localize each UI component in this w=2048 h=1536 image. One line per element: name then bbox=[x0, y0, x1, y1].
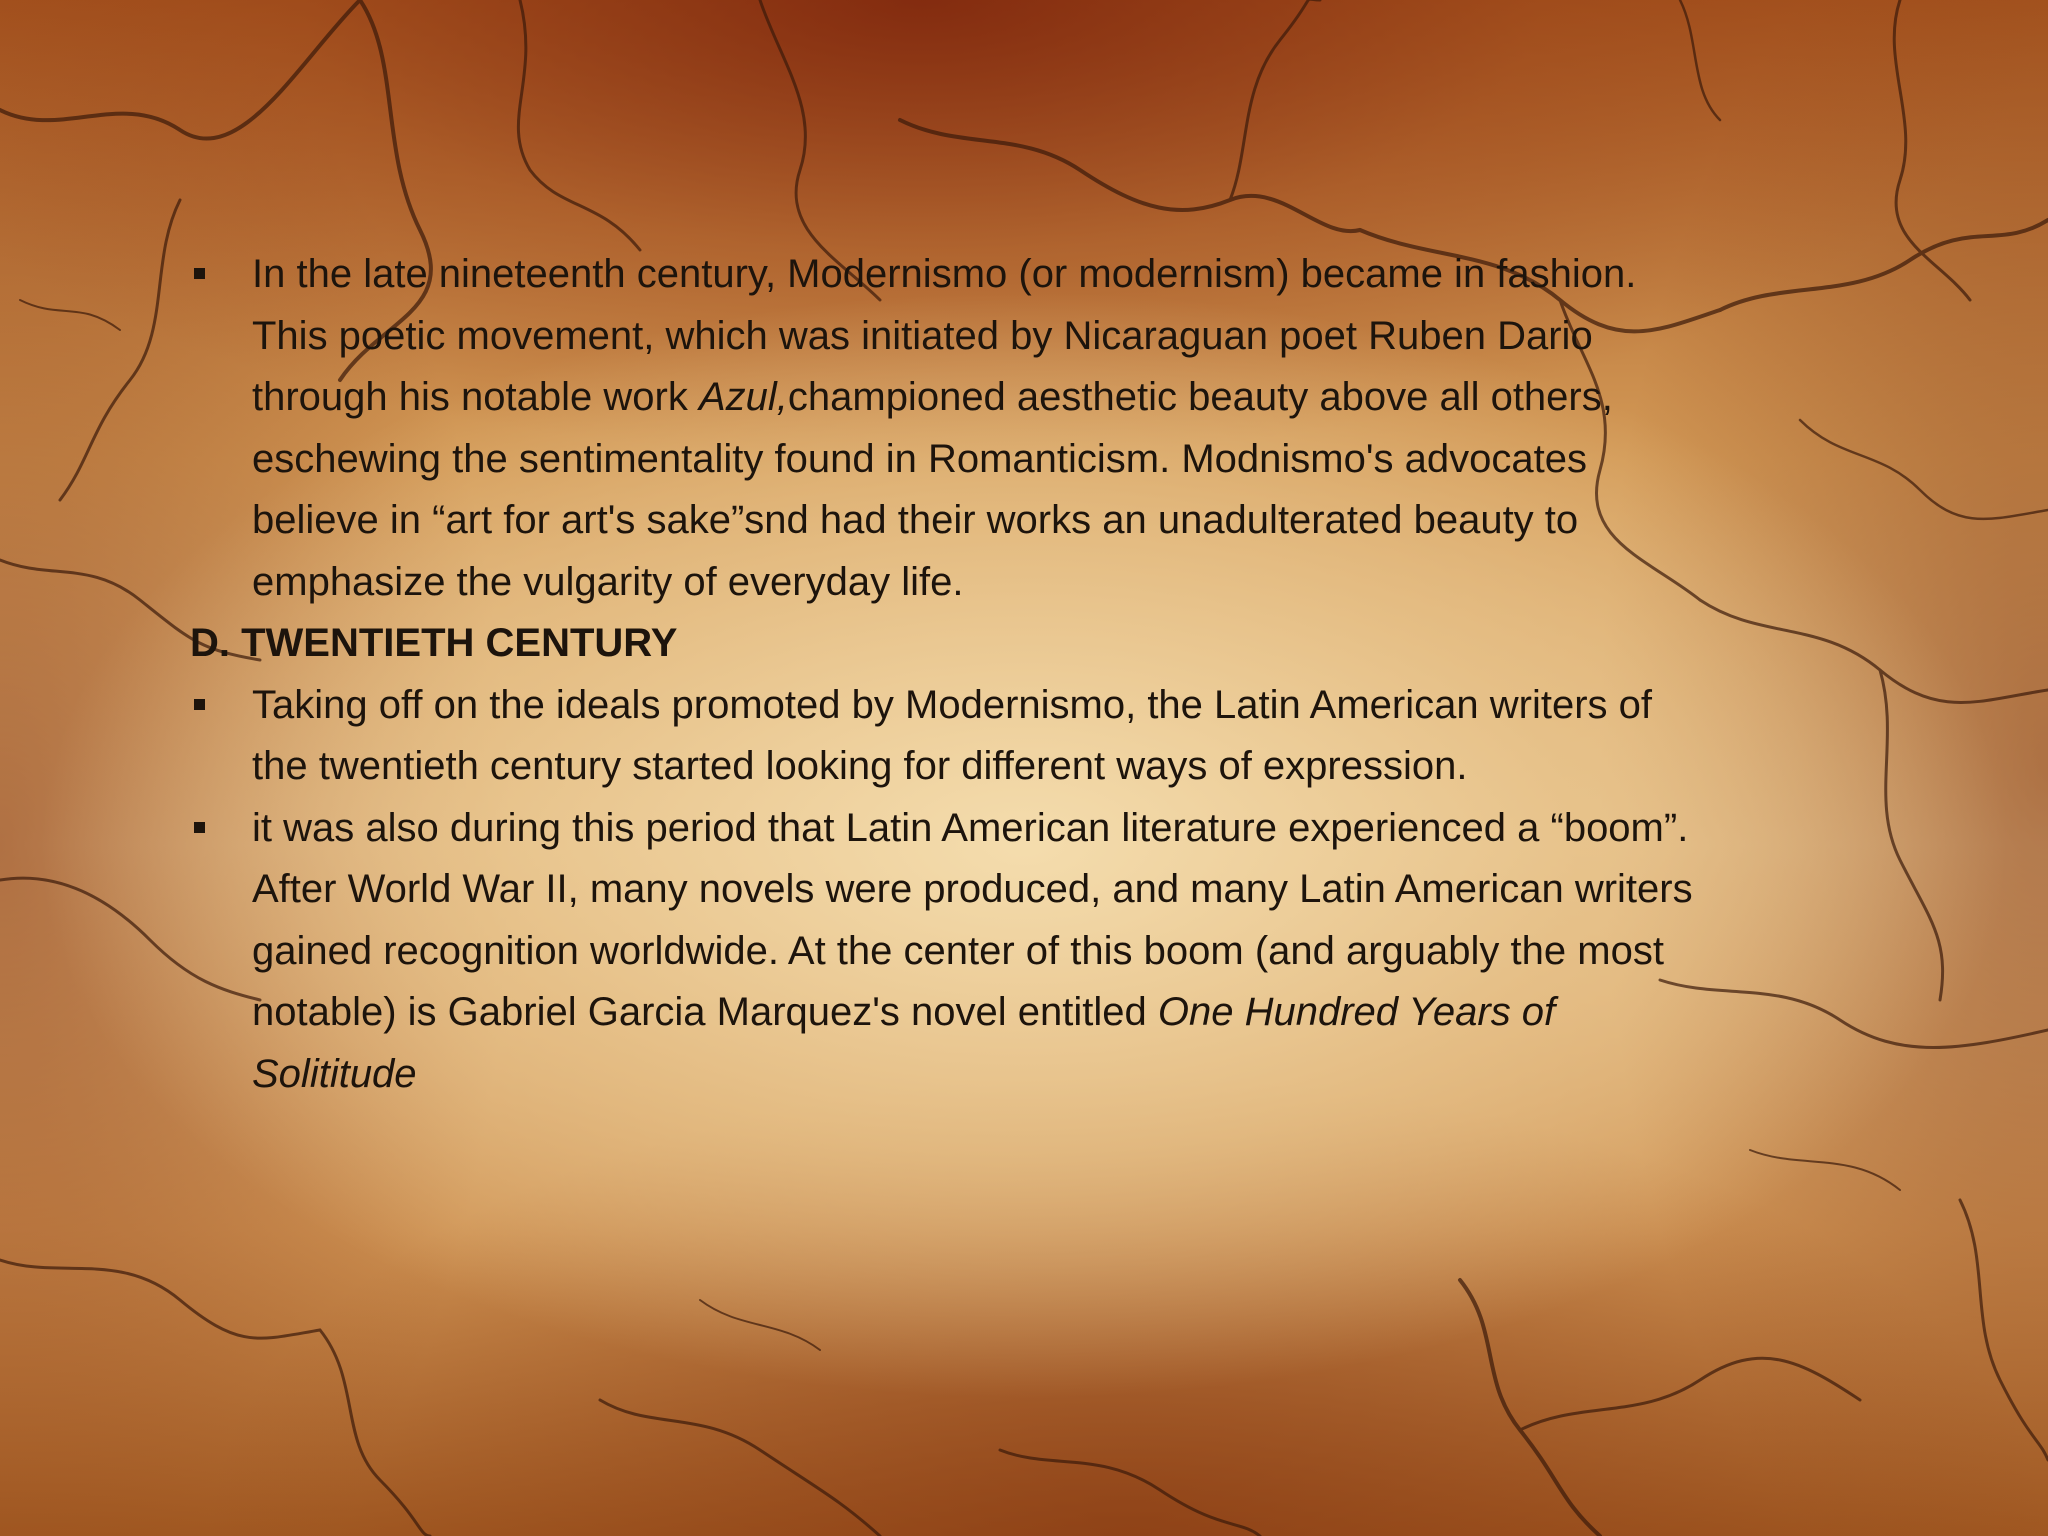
slide-body bbox=[190, 244, 1710, 1105]
bullet-item-boom bbox=[190, 798, 1710, 1106]
square-bullet-icon bbox=[194, 699, 205, 710]
modernismo-text: In the late nineteenth century, Modernismo (or modernism) became in fashion. This poetic movement, which was initiated by Nicaraguan poet Ruben Dario through his notable work bbox=[252, 252, 1637, 419]
section-heading: D. TWENTIETH CENTURY bbox=[190, 621, 678, 665]
work-title-azul: Azul, bbox=[698, 375, 788, 419]
square-bullet-icon bbox=[194, 822, 205, 833]
boom-text: it was also during this period that Latin American literature experienced a “boom”. After World War II, many novels were produced, and many Latin American writers gained recognition worldwide. At the center of this boom (and arguably the most notable) is Gabriel Garcia Marquez's novel entitled bbox=[252, 805, 1693, 1034]
modernismo-text-cont: championed aesthetic beauty above all others, eschewing the sentimentality found in Romanticism. Modnismo's advocates believe in “art for art's sake”snd had their works an unadulterated beauty to emphasize the vulgarity of everyday life. bbox=[252, 375, 1613, 604]
bullet-item-modernismo bbox=[190, 244, 1710, 613]
twentieth-century-text: Taking off on the ideals promoted by Modernismo, the Latin American writers of the twentieth century started looking for different ways of expression. bbox=[252, 682, 1652, 788]
bullet-item-twentieth-century bbox=[190, 675, 1710, 798]
novel-title: One Hundred Years of Solititude bbox=[252, 990, 1556, 1096]
square-bullet-icon bbox=[194, 268, 205, 279]
